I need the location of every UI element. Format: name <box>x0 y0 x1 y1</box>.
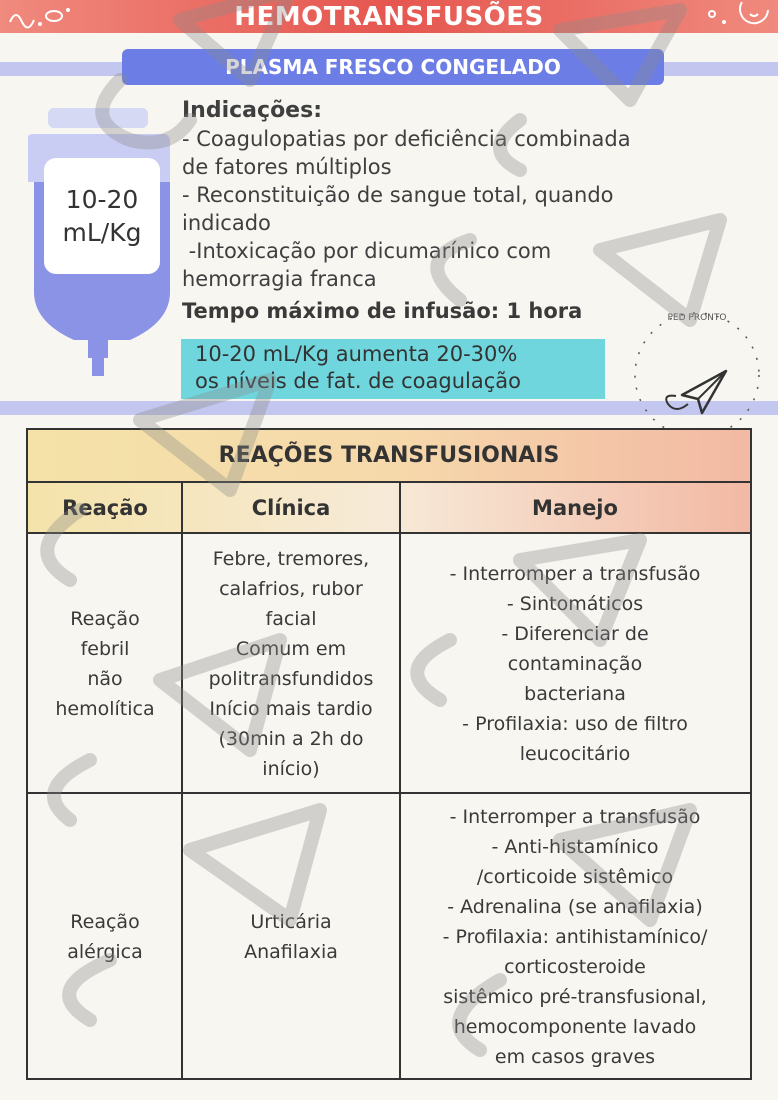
doodle-icon <box>702 0 772 32</box>
table-row <box>28 796 750 1078</box>
column-divider <box>399 483 401 1078</box>
indication-line: -Intoxicação por dicumarínico com <box>182 239 552 263</box>
section-banner <box>122 49 664 85</box>
dose-note <box>181 339 605 399</box>
indication-line: hemorragia franca <box>182 267 377 291</box>
indications-title: Indicações: <box>182 98 322 123</box>
column-header-clinic: Clínica <box>251 495 331 520</box>
doodle-icon <box>6 4 76 30</box>
dose-unit: mL/Kg <box>62 218 142 247</box>
page-header <box>0 0 778 33</box>
dose-value: 10-20 <box>65 185 139 214</box>
table-title: REAÇÕES TRANSFUSIONAIS <box>218 443 560 468</box>
reaction-cell: Reação febril não hemolítica <box>55 608 155 720</box>
transfusion-reactions-table <box>26 428 752 1080</box>
max-infusion-time: Tempo máximo de infusão: 1 hora <box>182 299 583 323</box>
section-title: PLASMA FRESCO CONGELADO <box>225 55 561 79</box>
clinic-cell: Febre, tremores, calafrios, rubor facial Comum em politransfundidos Início mais tardio (30min a 2h do início) <box>208 548 374 780</box>
table-row <box>28 536 750 794</box>
column-header-reaction: Reação <box>62 495 148 520</box>
clinic-cell: Urticária Anafilaxia <box>244 911 338 963</box>
indication-line: - Reconstituição de sangue total, quando <box>182 183 614 207</box>
dose-label <box>44 158 160 274</box>
management-cell: - Interromper a transfusão - Anti-histamínico /corticoide sistêmico - Adrenalina (se anafilaxia) - Profilaxia: antihistamínico/ corticosteroide sistêmico pré-transfusional, hemocomponente lavado em casos graves <box>442 806 708 1068</box>
dose-note-line: os níveis de fat. de coagulação <box>195 369 521 393</box>
indication-line: de fatores múltiplos <box>182 155 392 179</box>
stamp-text: PED PRONTO <box>667 313 727 323</box>
indication-line: - Coagulopatias por deficiência combinada <box>182 127 631 151</box>
indications-block <box>182 97 762 293</box>
column-divider <box>181 483 183 1078</box>
management-cell: - Interromper a transfusão - Sintomáticos - Diferenciar de contaminação bacteriana - Profilaxia: uso de filtro leucocitário <box>449 563 701 765</box>
page-title: HEMOTRANSFUSÕES <box>234 1 544 32</box>
table-header-row <box>28 483 750 534</box>
table-title-bar <box>28 430 750 483</box>
column-header-management: Manejo <box>532 495 618 520</box>
dose-note-line: 10-20 mL/Kg aumenta 20-30% <box>195 342 518 366</box>
reaction-cell: Reação alérgica <box>67 911 143 963</box>
indication-line: indicado <box>182 211 271 235</box>
